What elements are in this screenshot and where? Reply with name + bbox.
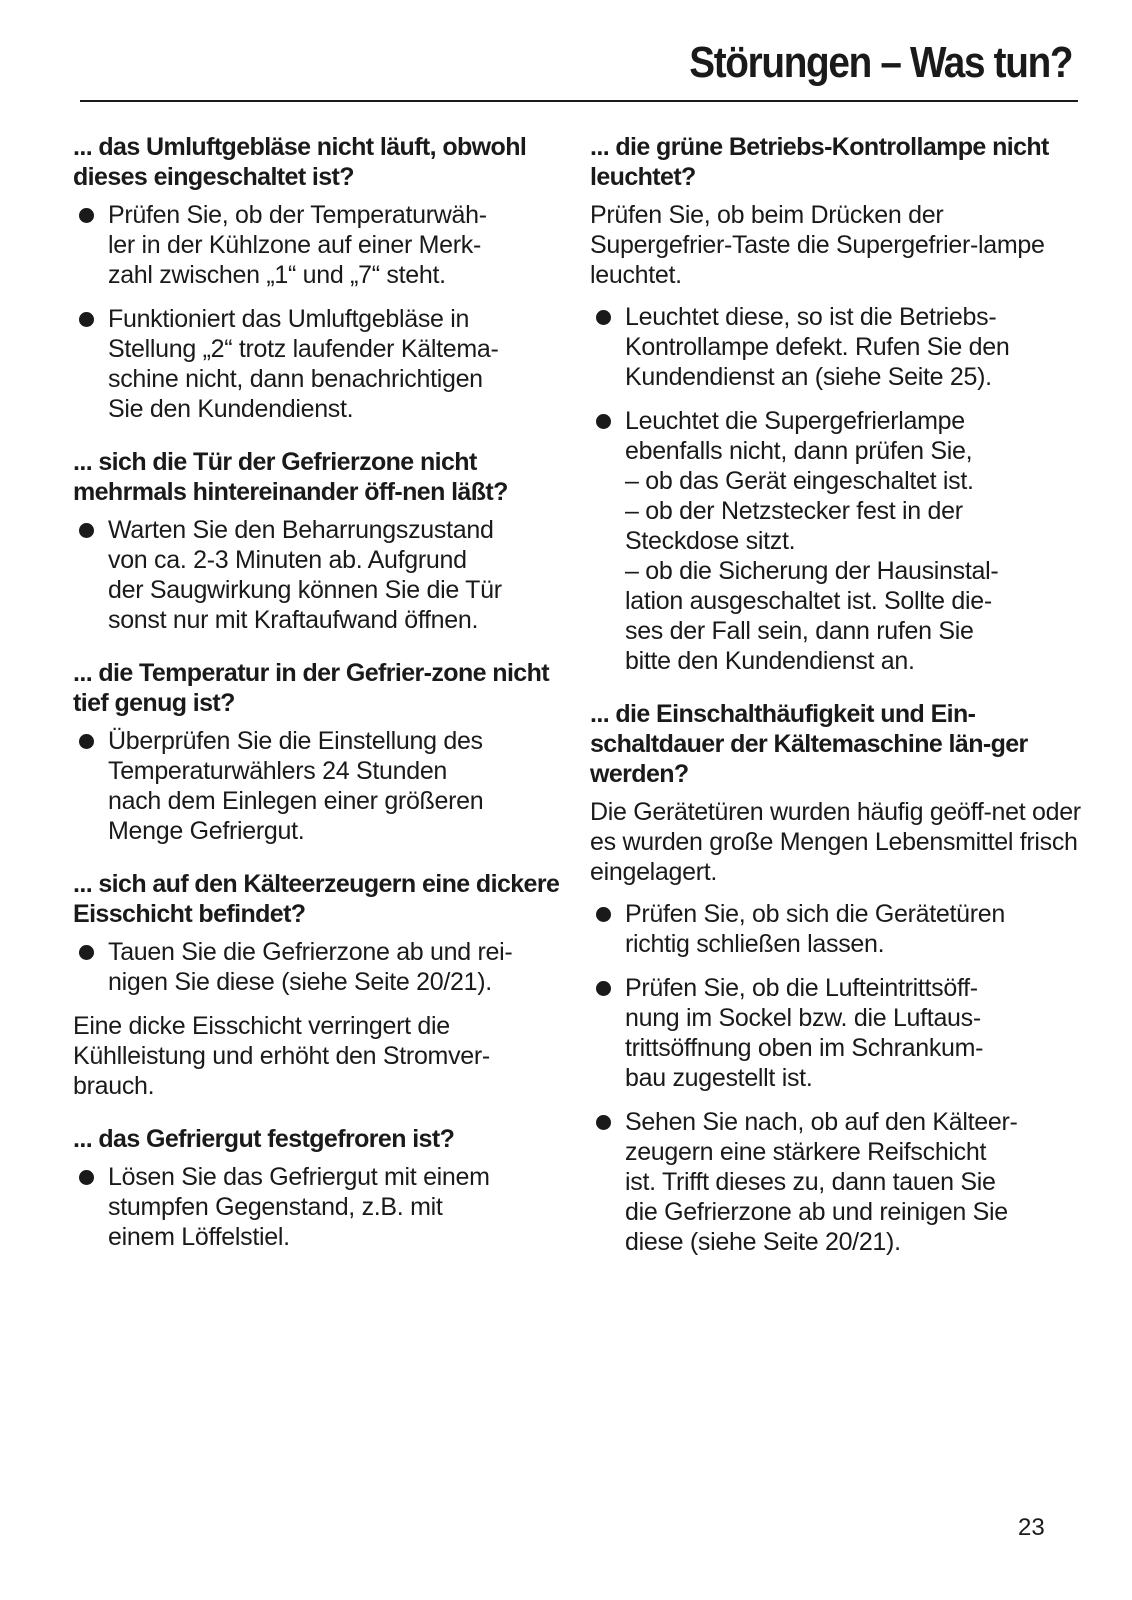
bullet-icon — [79, 523, 94, 538]
section-temperature-not-low — [73, 658, 565, 846]
bullet-text: Prüfen Sie, ob der Temperaturwäh- ler in der Kühlzone auf einer Merk- zahl zwischen „1“ und „7“ steht. — [108, 201, 487, 289]
bullet-icon — [79, 208, 94, 223]
bullet-text: Prüfen Sie, ob die Lufteintrittsöff- nung im Sockel bzw. die Luftaus- trittsöffnung oben im Schrankum- bau zugestellt ist. — [625, 974, 984, 1092]
bullet-icon — [79, 734, 94, 749]
bullet-item — [73, 200, 565, 290]
bullet-icon — [596, 414, 611, 429]
bullet-icon — [596, 1115, 611, 1130]
section-heading: ... das Umluftgebläse nicht läuft, obwohl dieses eingeschaltet ist? — [73, 133, 527, 191]
section-fan-not-running — [73, 132, 565, 424]
section-intro: Prüfen Sie, ob beim Drücken der Supergefrier-Taste die Supergefrier-lampe leuchtet. — [590, 201, 1045, 289]
title-divider — [80, 100, 1078, 102]
section-control-lamp-off — [590, 132, 1086, 676]
page-title: Störungen – Was tun? — [688, 38, 1072, 87]
section-compressor-runtime — [590, 699, 1086, 1257]
bullet-item — [73, 726, 565, 846]
bullet-item — [590, 899, 1086, 959]
bullet-item — [590, 302, 1086, 392]
bullet-item — [73, 937, 565, 997]
bullet-icon — [79, 945, 94, 960]
bullet-icon — [596, 907, 611, 922]
section-food-frozen-stuck — [73, 1124, 565, 1252]
right-column — [590, 132, 1086, 1280]
bullet-item — [73, 515, 565, 635]
section-door-not-opening — [73, 447, 565, 635]
section-heading: ... die Temperatur in der Gefrier-zone nicht tief genug ist? — [73, 659, 550, 717]
page-number: 23 — [1018, 1514, 1045, 1541]
section-intro: Die Gerätetüren wurden häufig geöff-net oder es wurden große Mengen Lebensmittel frisch eingelagert. — [590, 798, 1081, 886]
section-thick-ice-layer — [73, 869, 565, 1101]
bullet-text: Tauen Sie die Gefrierzone ab und rei- nigen Sie diese (siehe Seite 20/21). — [108, 938, 513, 996]
bullet-text: Warten Sie den Beharrungszustand von ca. 2-3 Minuten ab. Aufgrund der Saugwirkung können Sie die Tür sonst nur mit Kraftaufwand öffnen. — [108, 516, 502, 634]
bullet-item — [590, 973, 1086, 1093]
bullet-icon — [79, 1170, 94, 1185]
bullet-text: Leuchtet diese, so ist die Betriebs- Kontrollampe defekt. Rufen Sie den Kundendienst an (siehe Seite 25). — [625, 303, 1010, 391]
bullet-item — [590, 1107, 1086, 1257]
bullet-text: Sehen Sie nach, ob auf den Kälteer- zeugern eine stärkere Reifschicht ist. Trifft dieses zu, dann tauen Sie die Gefrierzone ab und reinigen Sie diese (siehe Seite 20/21). — [625, 1108, 1018, 1256]
bullet-text: Leuchtet die Supergefrierlampe ebenfalls nicht, dann prüfen Sie, – ob das Gerät eingeschaltet ist. – ob der Netzstecker fest in der Steckdose sitzt. – ob die Sicherung der Hausinstal- lation ausgeschaltet ist. Sollte die- ses der Fall sein, dann rufen Sie bitte den Kundendienst an. — [625, 407, 999, 675]
section-note: Eine dicke Eisschicht verringert die Kühlleistung und erhöht den Stromver-brauch. — [73, 1012, 490, 1100]
bullet-item — [73, 304, 565, 424]
section-heading: ... sich auf den Kälteerzeugern eine dickere Eisschicht befindet? — [73, 870, 560, 928]
bullet-text: Prüfen Sie, ob sich die Gerätetüren richtig schließen lassen. — [625, 900, 1006, 958]
bullet-text: Lösen Sie das Gefriergut mit einem stumpfen Gegenstand, z.B. mit einem Löffelstiel. — [108, 1163, 490, 1251]
bullet-text: Überprüfen Sie die Einstellung des Temperaturwählers 24 Stunden nach dem Einlegen einer größeren Menge Gefriergut. — [108, 727, 484, 845]
bullet-item — [590, 406, 1086, 676]
section-heading: ... sich die Tür der Gefrierzone nicht mehrmals hintereinander öff-nen läßt? — [73, 448, 508, 506]
bullet-icon — [596, 310, 611, 325]
section-heading: ... die Einschalthäufigkeit und Ein-schaltdauer der Kältemaschine län-ger werden? — [590, 700, 1028, 788]
bullet-item — [73, 1162, 565, 1252]
bullet-icon — [79, 312, 94, 327]
bullet-text: Funktioniert das Umluftgebläse in Stellung „2“ trotz laufender Kältema- schine nicht, dann benachrichtigen Sie den Kundendienst. — [108, 305, 499, 423]
left-column — [73, 132, 565, 1275]
section-heading: ... die grüne Betriebs-Kontrollampe nicht leuchtet? — [590, 133, 1049, 191]
section-heading: ... das Gefriergut festgefroren ist? — [73, 1125, 455, 1153]
bullet-icon — [596, 981, 611, 996]
